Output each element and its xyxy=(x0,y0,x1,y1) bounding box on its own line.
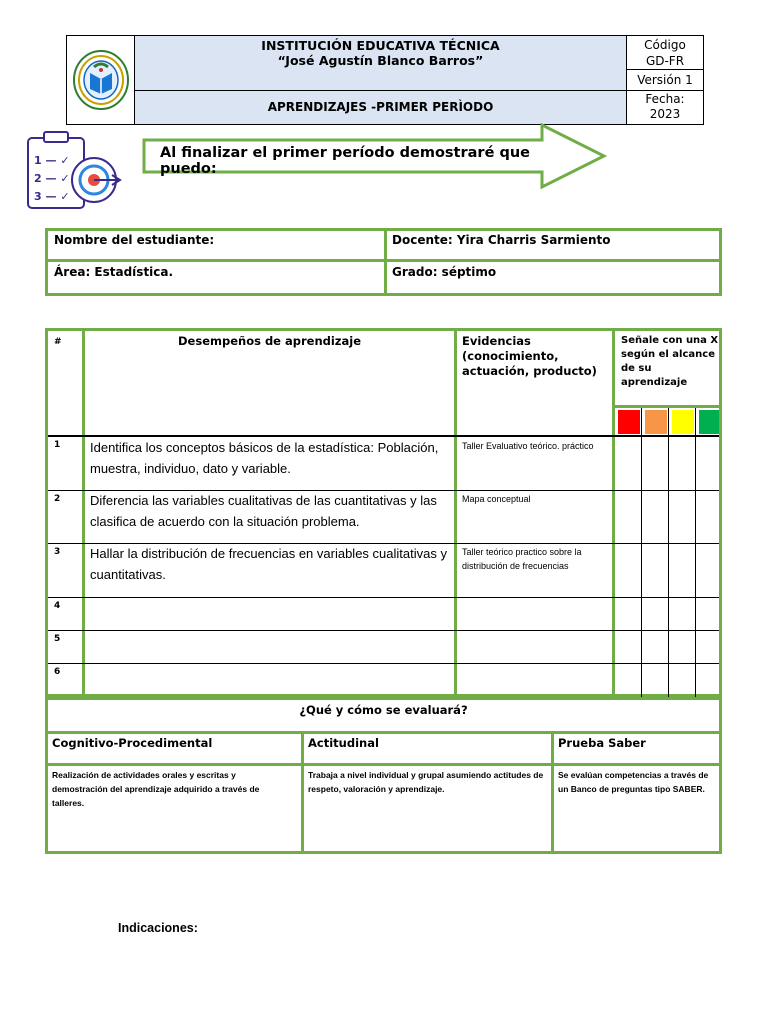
header-mark: Señale con una X según el alcance de su aprendizaje xyxy=(621,335,719,388)
row-separator xyxy=(48,597,719,598)
scale-red-swatch xyxy=(618,410,640,434)
row-evidence: Taller teórico practico sobre la distribución de frecuencias xyxy=(462,547,582,571)
row-description: Identifica los conceptos básicos de la estadística: Población, muestra, individuo, dato y variable. xyxy=(90,440,439,476)
col-divider xyxy=(82,331,85,697)
row-description: Diferencia las variables cualitativas de las cuantitativas y las clasifica de acuerdo con la situación problema. xyxy=(90,493,437,529)
evaluation-table xyxy=(45,697,722,854)
scale-orange-swatch xyxy=(645,410,667,434)
evaluation-title: ¿Qué y cómo se evaluará? xyxy=(299,703,468,717)
row-separator xyxy=(48,630,719,631)
scale-divider xyxy=(668,405,669,697)
learning-table xyxy=(45,328,722,697)
indications-label: Indicaciones: xyxy=(118,921,198,935)
header-performance: Desempeños de aprendizaje xyxy=(178,334,361,348)
checklist-target-icon xyxy=(24,130,124,210)
checklist-lines xyxy=(34,152,70,206)
attitudinal-body: Trabaja a nivel individual y grupal asumiendo actitudes de respeto, valoración y aprendizaje. xyxy=(308,770,544,794)
area-label: Área: Estadística. xyxy=(54,265,174,279)
checklist-line-1: 1 — ✓ xyxy=(34,154,70,167)
scale-row xyxy=(615,405,719,435)
row-separator xyxy=(48,663,719,664)
saber-header: Prueba Saber xyxy=(558,736,646,750)
row-evidence: Mapa conceptual xyxy=(462,494,531,504)
date-label: Fecha: xyxy=(645,92,685,106)
document-subtitle: APRENDIZAJES -PRIMER PERÌODO xyxy=(135,91,627,124)
banner-text: Al finalizar el primer período demostraré que puedo: xyxy=(160,145,530,177)
row-description: Hallar la distribución de frecuencias en variables cualitativas y cuantitativas. xyxy=(90,546,447,582)
row-evidence: Taller Evaluativo teórico. práctico xyxy=(462,441,594,451)
date-cell xyxy=(627,91,703,124)
code-value: GD-FR xyxy=(645,54,685,68)
eval-col-divider xyxy=(551,731,554,851)
code-cell xyxy=(627,36,703,70)
scale-divider xyxy=(641,405,642,697)
document-header xyxy=(66,35,704,125)
eval-row-divider xyxy=(48,763,719,766)
student-name-label: Nombre del estudiante: xyxy=(54,233,215,247)
institution-name: INSTITUCIÓN EDUCATIVA TÉCNICA xyxy=(261,38,500,53)
row-number: 4 xyxy=(54,601,61,611)
header-title-cell xyxy=(135,36,627,91)
row-number: 3 xyxy=(54,547,61,557)
cognitive-header: Cognitivo-Procedimental xyxy=(52,736,213,750)
date-value: 2023 xyxy=(649,107,681,121)
checklist-line-2: 2 — ✓ xyxy=(34,172,70,185)
eval-row-divider xyxy=(48,731,719,734)
scale-green-swatch xyxy=(699,410,719,434)
header-evidence: Evidencias (conocimiento, actuación, producto) xyxy=(462,334,597,378)
scale-divider xyxy=(695,405,696,697)
school-logo xyxy=(67,36,135,124)
teacher-label: Docente: Yira Charris Sarmiento xyxy=(392,233,611,247)
attitudinal-header: Actitudinal xyxy=(308,736,379,750)
col-divider xyxy=(612,331,615,697)
grade-label: Grado: séptimo xyxy=(392,265,497,279)
code-label: Código xyxy=(644,38,686,52)
row-number: 5 xyxy=(54,634,61,644)
student-info-table xyxy=(45,228,722,296)
header-number: # xyxy=(54,337,62,347)
version-cell: Versión 1 xyxy=(627,70,703,91)
checklist-line-3: 3 — ✓ xyxy=(34,190,70,203)
cognitive-body: Realización de actividades orales y escritas y demostración del aprendizaje adquirido a través de talleres. xyxy=(52,770,260,808)
info-column-divider xyxy=(384,231,387,293)
eval-col-divider xyxy=(301,731,304,851)
school-name: “José Agustín Blanco Barros” xyxy=(277,53,484,68)
scale-yellow-swatch xyxy=(672,410,694,434)
saber-body: Se evalúan competencias a través de un Banco de preguntas tipo SABER. xyxy=(558,770,709,794)
col-divider xyxy=(454,331,457,697)
row-number: 6 xyxy=(54,667,61,677)
row-number: 2 xyxy=(54,494,61,504)
row-number: 1 xyxy=(54,440,61,450)
school-seal-icon xyxy=(72,49,130,111)
